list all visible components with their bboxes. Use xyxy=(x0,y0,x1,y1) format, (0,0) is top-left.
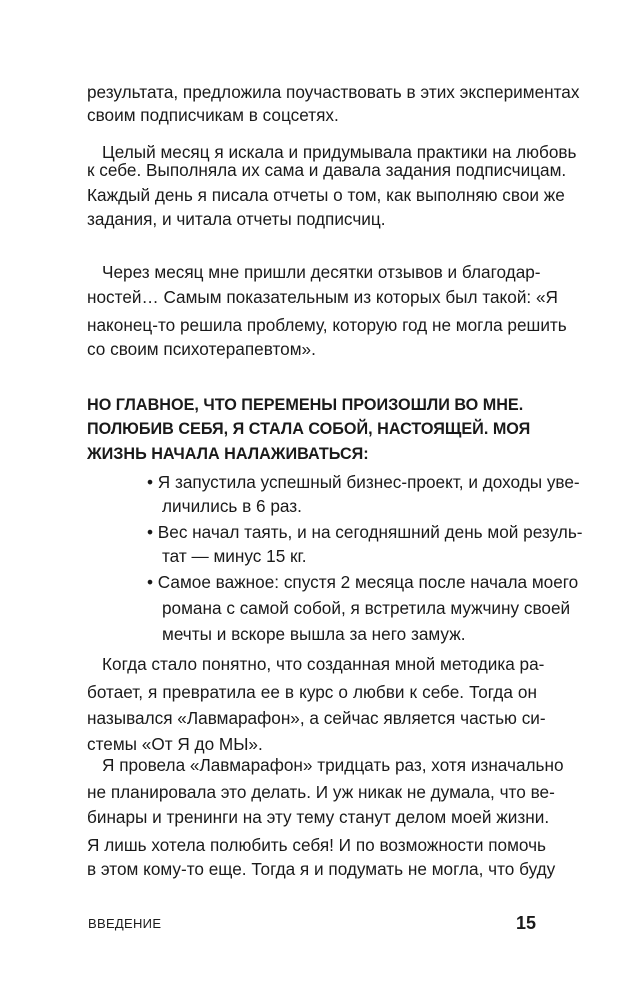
text-line: Я лишь хотела полюбить себя! И по возможности помочь xyxy=(87,835,546,855)
text-line: ностей… Самым показательным из которых был такой: «Я xyxy=(87,287,558,307)
text-line: Целый месяц я искала и придумывала практики на любовь xyxy=(102,142,577,162)
list-item-continuation: тат — минус 15 кг. xyxy=(162,546,307,566)
emphasis-heading: ПОЛЮБИВ СЕБЯ, Я СТАЛА СОБОЙ, НАСТОЯЩЕЙ. МОЯ xyxy=(87,420,531,438)
text-line: результата, предложила поучаствовать в этих экспериментах xyxy=(87,82,580,102)
text-line: задания, и читала отчеты подписчиц. xyxy=(87,209,386,229)
text-line: своим подписчикам в соцсетях. xyxy=(87,105,339,125)
text-line: стемы «От Я до МЫ». xyxy=(87,734,263,754)
emphasis-heading: НО ГЛАВНОЕ, ЧТО ПЕРЕМЕНЫ ПРОИЗОШЛИ ВО МНЕ. xyxy=(87,396,524,414)
list-item: • Вес начал таять, и на сегодняшний день мой резуль- xyxy=(147,522,583,542)
text-line: бинары и тренинги на эту тему станут делом моей жизни. xyxy=(87,807,550,827)
text-line: Я провела «Лавмарафон» тридцать раз, хотя изначально xyxy=(102,755,564,775)
text-line: наконец-то решила проблему, которую год не могла решить xyxy=(87,315,567,335)
page-number: 15 xyxy=(515,913,536,933)
text-line: к себе. Выполняла их сама и давала задания подписчицам. xyxy=(87,160,567,180)
text-line: назывался «Лавмарафон», а сейчас является частью си- xyxy=(87,708,546,728)
text-line: не планировала это делать. И уж никак не думала, что ве- xyxy=(87,782,555,802)
text-line: ботает, я превратила ее в курс о любви к себе. Тогда он xyxy=(87,682,537,702)
text-line: Когда стало понятно, что созданная мной методика ра- xyxy=(102,654,545,674)
list-item-continuation: личились в 6 раз. xyxy=(162,496,302,516)
emphasis-heading: ЖИЗНЬ НАЧАЛА НАЛАЖИВАТЬСЯ: xyxy=(87,445,369,463)
text-line: в этом кому-то еще. Тогда я и подумать не могла, что буду xyxy=(87,859,556,879)
text-line: Через месяц мне пришли десятки отзывов и благодар- xyxy=(102,262,541,282)
text-line: Каждый день я писала отчеты о том, как выполняю свои же xyxy=(87,185,565,205)
list-item: • Самое важное: спустя 2 месяца после начала моего xyxy=(147,572,579,592)
text-line: со своим психотерапевтом». xyxy=(87,339,316,359)
running-footer-section: ВВЕДЕНИЕ xyxy=(88,916,162,931)
list-item-continuation: мечты и вскоре вышла за него замуж. xyxy=(162,624,466,644)
list-item-continuation: романа с самой собой, я встретила мужчину своей xyxy=(162,598,571,618)
list-item: • Я запустила успешный бизнес-проект, и доходы уве- xyxy=(147,472,580,492)
